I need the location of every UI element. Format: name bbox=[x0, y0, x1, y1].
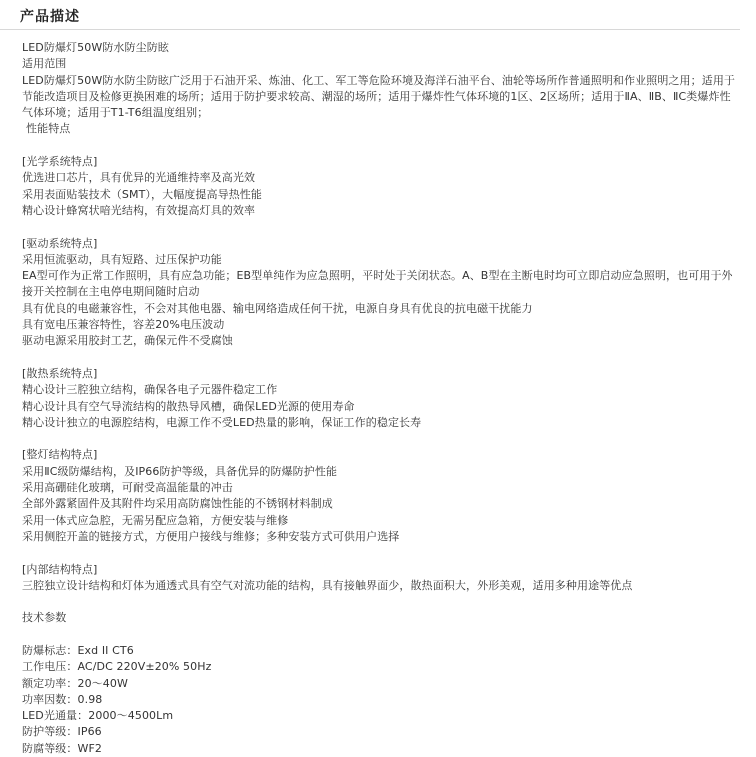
section-heading: [内部结构特点] bbox=[22, 562, 98, 576]
list-item: 采用表面贴装技术（SMT），大幅度提高导热性能 bbox=[22, 187, 262, 201]
section-heading: [光学系统特点] bbox=[22, 155, 98, 169]
list-item: 三腔独立设计结构和灯体为通透式具有空气对流功能的结构，具有接触界面少，散热面积大，外形美观，适用多种用途等优点 bbox=[22, 578, 633, 592]
spec-row: LED光通量：2000～4500Lm bbox=[22, 709, 174, 723]
title-bar bbox=[0, 0, 740, 30]
product-name: LED防爆灯50W防水防尘防眩 bbox=[22, 41, 169, 54]
list-item: EA型可作为正常工作照明，具有应急功能；EB型单纯作为应急照明，平时处于关闭状态。A、B型在主断电时均可立即启动应急照明，也可用于外接开关控制在主电停电期间随时启动 bbox=[22, 269, 733, 299]
section-heading: [驱动系统特点] bbox=[22, 236, 98, 250]
list-item: 具有优良的电磁兼容性，不会对其他电器、输电网络造成任何干扰，电源自身具有优良的抗电磁干扰能力 bbox=[22, 301, 533, 315]
section-heading: [整灯结构特点] bbox=[22, 448, 98, 462]
list-item: 精心设计三腔独立结构，确保各电子元器件稳定工作 bbox=[22, 383, 278, 397]
list-item: 采用一体式应急腔，无需另配应急箱，方便安装与维修 bbox=[22, 513, 289, 527]
list-item: 采用高硼硅化玻璃，可耐受高温能量的冲击 bbox=[22, 481, 233, 495]
spec-row: 功率因数：0.98 bbox=[22, 692, 103, 706]
list-item: 精心设计独立的电源腔结构，电源工作不受LED热量的影响，保证工作的稳定长寿 bbox=[22, 415, 422, 429]
spec-row: 防爆标志：Exd II CT6 bbox=[22, 643, 134, 657]
specs-heading: 技术参数 bbox=[22, 611, 67, 625]
list-item: 优选进口芯片，具有优异的光通维持率及高光效 bbox=[22, 171, 256, 185]
list-item: 采用恒流驱动，具有短路、过压保护功能 bbox=[22, 252, 222, 266]
list-item: 精心设计蜂窝状喑光结构，有效提高灯具的效率 bbox=[22, 203, 256, 217]
list-item: 采用侧腔开盖的链接方式，方便用户接线与维修；多种安装方式可供用户选择 bbox=[22, 529, 400, 543]
driver-section bbox=[22, 236, 740, 350]
list-item: 采用ⅡC级防爆结构，及IP66防护等级，具备优异的防爆防护性能 bbox=[22, 464, 338, 478]
list-item: 全部外露紧固件及其附件均采用高防腐蚀性能的不锈钢材料制成 bbox=[22, 497, 333, 511]
list-item: 具有宽电压兼容特性，容差20%电压波动 bbox=[22, 318, 225, 332]
spec-row: 工作电压：AC/DC 220V±20% 50Hz bbox=[22, 660, 212, 674]
section-heading: [散热系统特点] bbox=[22, 366, 98, 380]
list-item: 精心设计具有空气导流结构的散热导风槽，确保LED光源的使用寿命 bbox=[22, 399, 355, 413]
spec-row: 防腐等级：WF2 bbox=[22, 741, 103, 755]
thermal-section bbox=[22, 366, 740, 431]
scope-text: LED防爆灯50W防水防尘防眩广泛用于石油开采、炼油、化工、军工等危险环境及海洋石油平台、油轮等场所作普通照明和作业照明之用；适用于节能改造项目及检修更换困难的场所；适用于防护要求较高、潮湿的场所；适用于爆炸性气体环境的1区、2区场所；适用于ⅡA、ⅡB、ⅡC类爆炸性气体环境；适用于T1-T6组温度组别； bbox=[22, 73, 736, 120]
specs-list bbox=[22, 643, 740, 757]
spec-row: 额定功率：20～40W bbox=[22, 676, 128, 690]
description-content bbox=[22, 40, 740, 757]
page-title: 产品描述 bbox=[20, 9, 80, 25]
scope-heading: 适用范围 bbox=[22, 57, 67, 71]
internal-section bbox=[22, 562, 740, 595]
optical-section bbox=[22, 154, 740, 219]
spec-row: 防护等级：IP66 bbox=[22, 725, 102, 739]
list-item: 驱动电源采用胶封工艺，确保元件不受腐蚀 bbox=[22, 334, 233, 348]
features-heading: 性能特点 bbox=[26, 122, 71, 136]
structure-section bbox=[22, 447, 740, 545]
